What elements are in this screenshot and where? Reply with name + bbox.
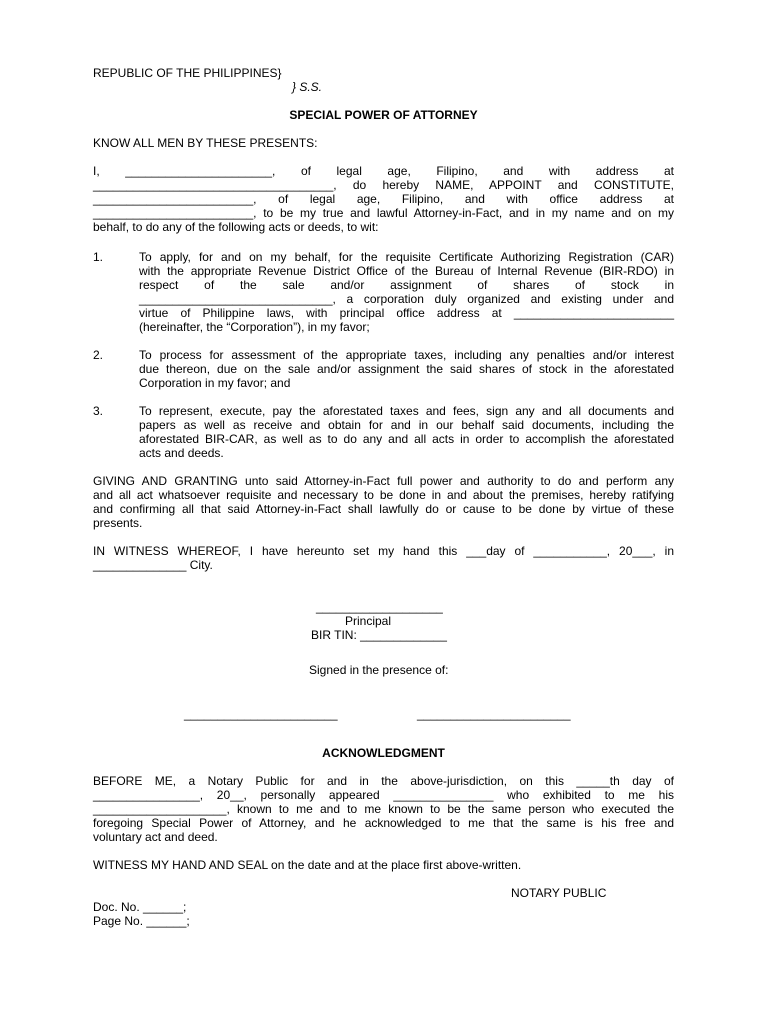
item-line: due thereon, due on the sale and/or assignment the said shares of stock in the aforestated	[139, 362, 674, 376]
notary-public-label: NOTARY PUBLIC	[511, 886, 607, 900]
acknowledgment-paragraph	[93, 774, 674, 844]
list-item-2	[93, 348, 674, 392]
intro-line-2: ____________________________________, do hereby NAME, APPOINT and CONSTITUTE,	[93, 178, 674, 192]
intro-paragraph	[93, 164, 674, 234]
principal-signature-line: ___________________	[316, 600, 443, 614]
giving-paragraph	[93, 474, 674, 530]
acknowledgment-title: ACKNOWLEDGMENT	[322, 746, 445, 760]
item-line: with the appropriate Revenue District Office of the Bureau of Internal Revenue (BIR-RDO) in	[139, 264, 674, 278]
witness-signature-line-1: _______________________	[184, 707, 338, 721]
item-line: To process for assessment of the appropriate taxes, including any penalties and/or interest	[139, 348, 674, 362]
item-text	[139, 348, 674, 390]
principal-label: Principal	[345, 614, 392, 628]
ack-line: ________________, 20__, personally appeared _______________ who exhibited to me his	[93, 788, 674, 802]
item-line: aforestated BIR-CAR, as well as to do any and all acts in order to accomplish the aforestated	[139, 432, 674, 446]
document-title: SPECIAL POWER OF ATTORNEY	[289, 108, 478, 122]
intro-line-5: behalf, to do any of the following acts or deeds, to wit:	[93, 220, 379, 234]
item-text	[139, 250, 674, 334]
item-line: respect of the sale and/or assignment of shares of stock in	[139, 278, 674, 292]
item-line: (hereinafter, the “Corporation”), in my favor;	[139, 320, 370, 334]
ack-line: BEFORE ME, a Notary Public for and in the above-jurisdiction, on this _____th day of	[93, 774, 674, 788]
item-line: virtue of Philippine laws, with principal office address at ________________________	[139, 306, 674, 320]
bir-tin-field: BIR TIN: _____________	[311, 628, 447, 642]
item-number: 1.	[93, 250, 104, 264]
know-all-men: KNOW ALL MEN BY THESE PRESENTS:	[93, 136, 318, 150]
witness-line: ______________ City.	[93, 558, 213, 572]
giving-line: presents.	[93, 516, 143, 530]
doc-no-field: Doc. No. ______;	[93, 900, 187, 914]
intro-line-3: ________________________, of legal age, Filipino, and with office address at	[93, 192, 674, 206]
item-line: _____________________________, a corporation duly organized and existing under and	[139, 292, 674, 306]
item-line: Corporation in my favor; and	[139, 376, 291, 390]
republic-header: REPUBLIC OF THE PHILIPPINES}	[93, 66, 282, 80]
ack-line: ____________________, known to me and to me known to be the same person who executed the	[93, 802, 674, 816]
item-line: papers as well as receive and obtain for and in our behalf said documents, including the	[139, 418, 674, 432]
item-line: To apply, for and on my behalf, for the requisite Certificate Authorizing Registration (CAR)	[139, 250, 674, 264]
item-line: acts and deeds.	[139, 446, 224, 460]
document-page	[93, 0, 674, 1024]
giving-line: GIVING AND GRANTING unto said Attorney-in-Fact full power and authority to do and perform any	[93, 474, 674, 488]
list-item-3	[93, 404, 674, 462]
intro-line-4: ________________________, to be my true and lawful Attorney-in-Fact, and in my name and on my	[93, 206, 674, 220]
giving-line: and confirming all that said Attorney-in-Fact shall lawfully do or cause to be done by virtue of these	[93, 502, 674, 516]
item-number: 2.	[93, 348, 104, 362]
page-no-field: Page No. ______;	[93, 914, 190, 928]
item-number: 3.	[93, 404, 104, 418]
intro-line-1: I, ______________________, of legal age, Filipino, and with address at	[93, 164, 674, 178]
list-item-1	[93, 250, 674, 340]
ack-line: voluntary act and deed.	[93, 830, 218, 844]
item-text	[139, 404, 674, 460]
witness-paragraph	[93, 544, 674, 572]
signed-presence: Signed in the presence of:	[309, 663, 449, 677]
witness-line: IN WITNESS WHEREOF, I have hereunto set my hand this ___day of ___________, 20___, in	[93, 544, 674, 558]
item-line: To represent, execute, pay the aforestated taxes and fees, sign any and all documents and	[139, 404, 674, 418]
ss-header: } S.S.	[292, 80, 323, 94]
witness-hand-seal: WITNESS MY HAND AND SEAL on the date and at the place first above-written.	[93, 858, 522, 872]
giving-line: and all act whatsoever requisite and necessary to be done in and about the premises, hereby ratifying	[93, 488, 674, 502]
ack-line: foregoing Special Power of Attorney, and he acknowledged to me that the same is his free and	[93, 816, 674, 830]
witness-signature-line-2: _______________________	[417, 707, 571, 721]
